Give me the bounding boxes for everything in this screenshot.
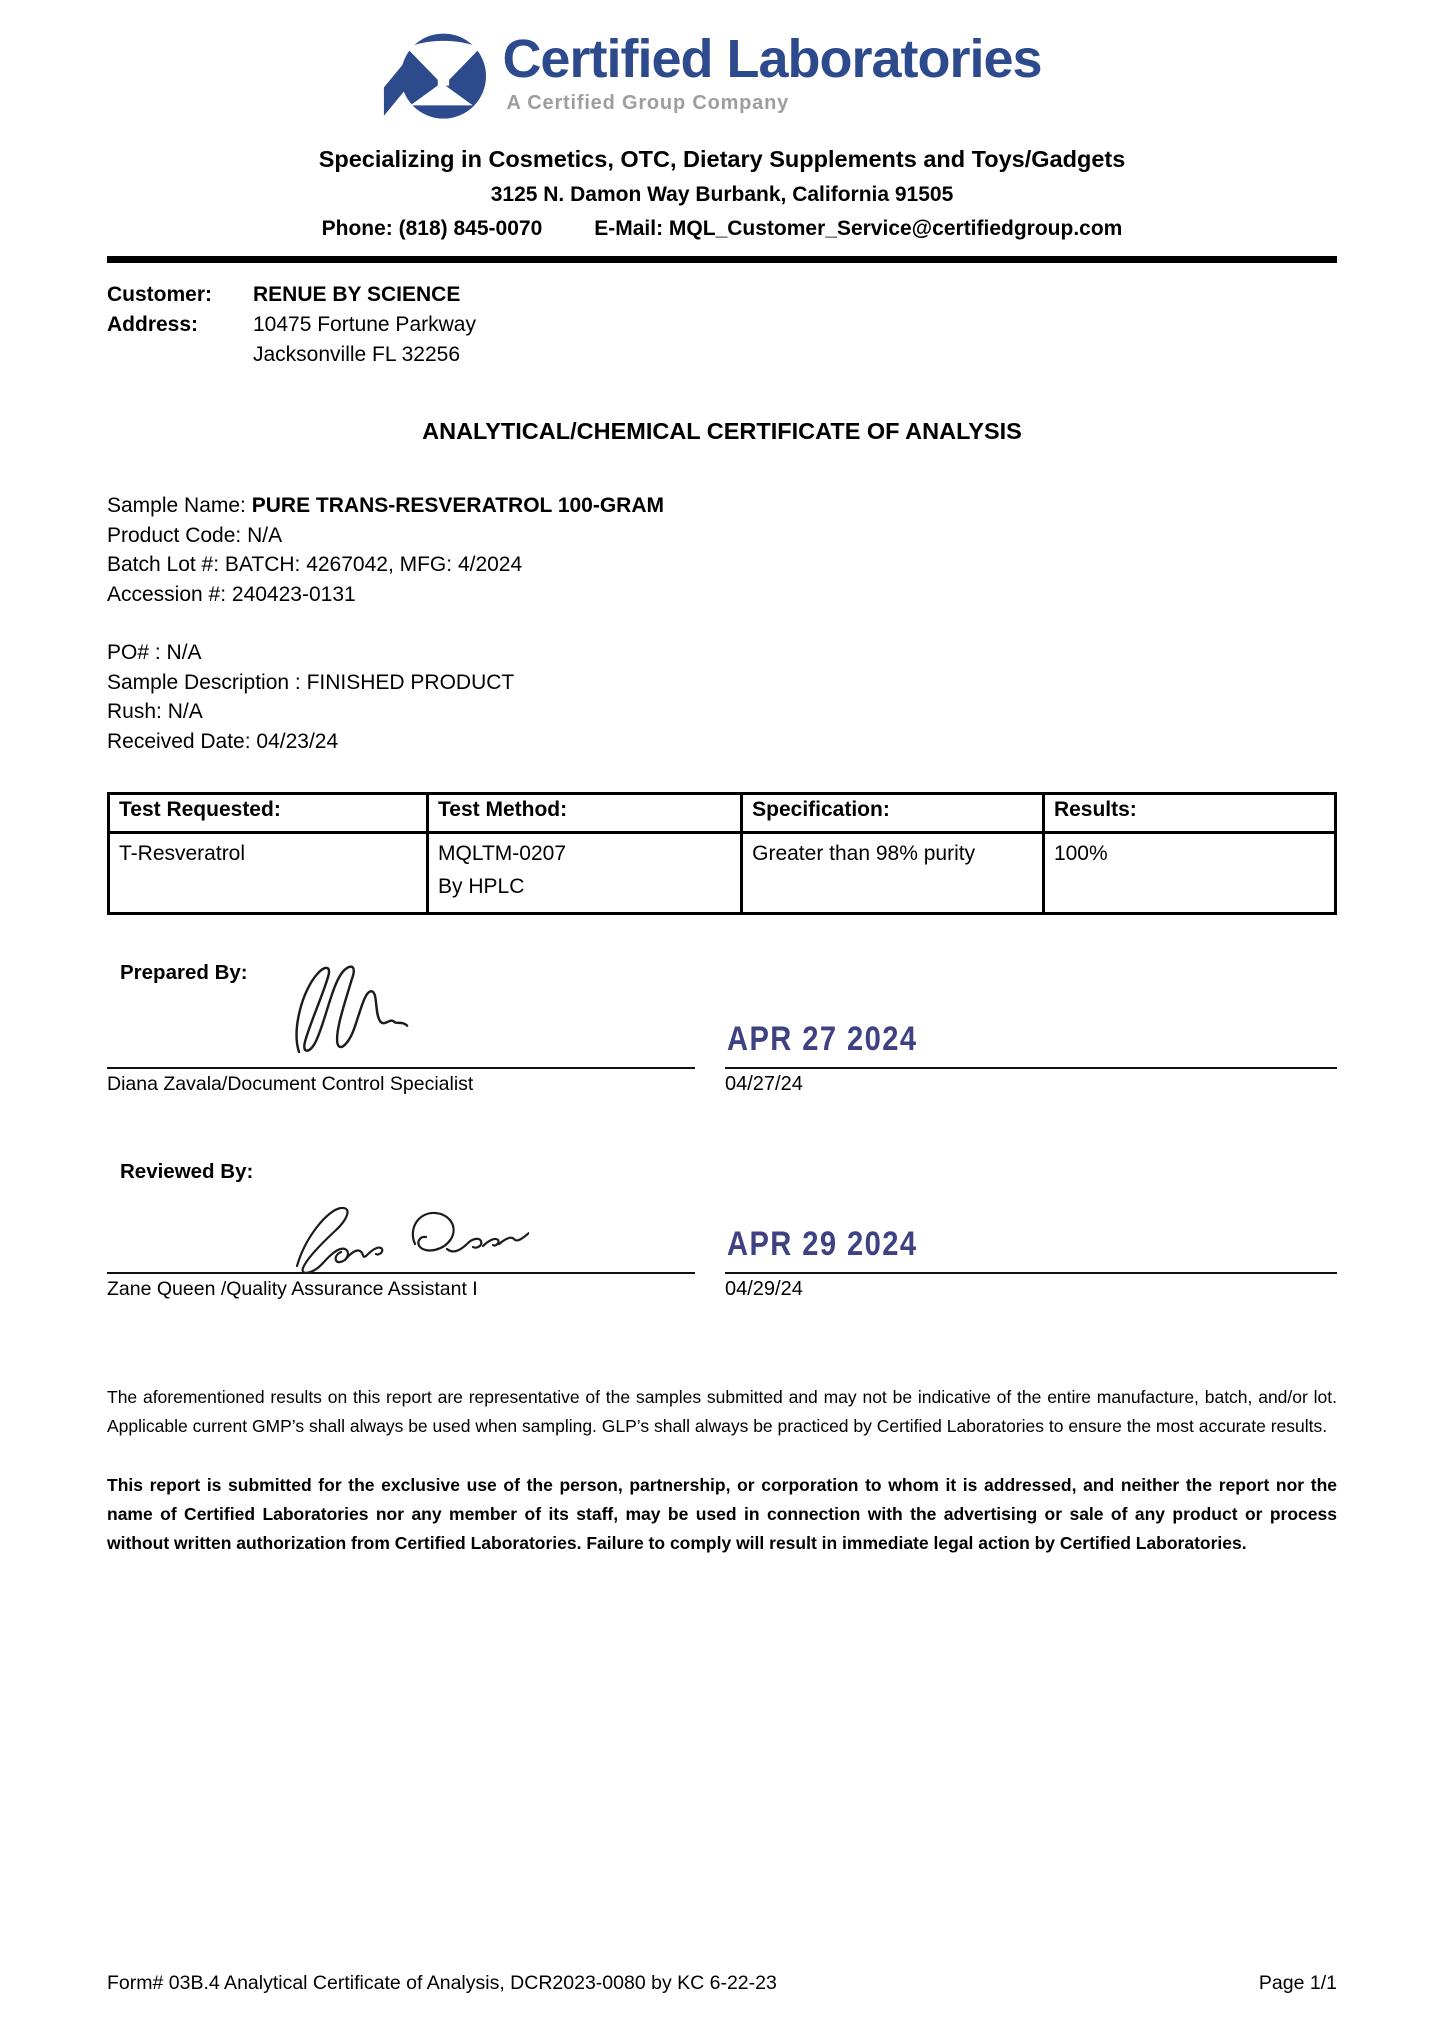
prepared-by-row [107, 953, 1337, 1096]
reviewed-date: 04/29/24 [725, 1278, 803, 1300]
customer-address-line1: 10475 Fortune Parkway [253, 313, 476, 336]
sample-name-value: PURE TRANS-RESVERATROL 100-GRAM [251, 494, 665, 517]
customer-block [107, 280, 1337, 370]
batch-lot-line: Batch Lot #: BATCH: 4267042, MFG: 4/2024 [107, 553, 523, 576]
results-table [107, 792, 1337, 915]
reviewed-by-signature [289, 1188, 529, 1276]
cell-specification: Greater than 98% purity [742, 833, 1044, 914]
col-header-test-requested: Test Requested: [109, 794, 428, 833]
po-line: PO# : N/A [107, 641, 202, 664]
customer-row [107, 280, 1337, 310]
disclaimer-block [107, 1383, 1337, 1558]
customer-address-line2: Jacksonville FL 32256 [253, 343, 461, 366]
logo-tagline: A Certified Group Company [506, 92, 790, 114]
prepared-date-stamp: APR 27 2024 [727, 1018, 918, 1058]
col-header-results: Results: [1043, 794, 1335, 833]
product-code-line: Product Code: N/A [107, 523, 283, 547]
prepared-by-label: Prepared By: [120, 961, 248, 984]
prepared-signature-line [107, 1067, 695, 1069]
customer-address-row [107, 310, 1337, 340]
sample-description-line: Sample Description : FINISHED PRODUCT [107, 670, 515, 694]
cell-test-requested: T-Resveratrol [109, 833, 428, 914]
disclaimer-paragraph-2: This report is submitted for the exclusive use of the person, partnership, or corporation to whom it is addressed, and neither the report nor the name of Certified Laboratories nor any member of its staff, may be used in connection with the advertising or sale of any product or process without written authorization from Certified Laboratories. Failure to comply will result in immediate legal action by Certified Laboratories. [107, 1475, 1337, 1554]
table-row [109, 833, 1336, 914]
customer-address-label: Address: [107, 313, 199, 336]
rush-line: Rush: N/A [107, 700, 203, 723]
signature-section [107, 953, 1337, 1301]
customer-address-row2 [107, 340, 1337, 370]
lab-email: E-Mail: MQL_Customer_Service@certifiedgroup.com [594, 217, 1123, 240]
customer-name: RENUE BY SCIENCE [253, 283, 461, 306]
footer-page-number: Page 1/1 [1258, 1972, 1337, 1994]
disclaimer-paragraph-1: The aforementioned results on this report are representative of the samples submitted and may not be indicative of the entire manufacture, batch, and/or lot. Applicable current GMP’s shall always be used when sampling. GLP’s shall always be practiced by Certified Laboratories to ensure the most accurate results. [107, 1387, 1337, 1437]
page-footer [107, 1972, 1337, 1995]
col-header-specification: Specification: [742, 794, 1044, 833]
accession-line: Accession #: 240423-0131 [107, 582, 356, 606]
reviewed-by-name: Zane Queen /Quality Assurance Assistant I [107, 1278, 478, 1300]
specializing-line: Specializing in Cosmetics, OTC, Dietary Supplements and Toys/Gadgets [318, 146, 1126, 172]
lab-phone: Phone: (818) 845-0070 [321, 217, 543, 240]
logo-title: Certified Laboratories [502, 29, 1042, 89]
document-title: ANALYTICAL/CHEMICAL CERTIFICATE OF ANALYSIS [422, 418, 1022, 444]
certified-laboratories-logo-icon [382, 26, 486, 130]
cell-result: 100% [1043, 833, 1335, 914]
col-header-test-method: Test Method: [428, 794, 742, 833]
prepared-date: 04/27/24 [725, 1073, 803, 1095]
contact-line [107, 217, 1337, 241]
reviewed-by-row [107, 1152, 1337, 1301]
reviewed-date-stamp: APR 29 2024 [727, 1223, 918, 1263]
customer-label: Customer: [107, 283, 213, 306]
header-divider [107, 256, 1337, 263]
received-date-line: Received Date: 04/23/24 [107, 729, 339, 753]
sample-name-line: Sample Name: PURE TRANS-RESVERATROL 100-GRAM [107, 494, 665, 517]
lab-address-line: 3125 N. Damon Way Burbank, California 91505 [490, 183, 954, 206]
prepared-date-line [725, 1067, 1337, 1069]
prepared-by-signature [289, 963, 417, 1059]
cell-test-method: MQLTM-0207 By HPLC [428, 833, 742, 914]
results-table-header-row [109, 794, 1336, 833]
footer-form-number: Form# 03B.4 Analytical Certificate of Analysis, DCR2023-0080 by KC 6-22-23 [107, 1972, 777, 1994]
reviewed-by-label: Reviewed By: [120, 1160, 254, 1183]
prepared-by-name: Diana Zavala/Document Control Specialist [107, 1073, 474, 1095]
logo-block [107, 26, 1317, 130]
sample-info-block [107, 491, 1337, 756]
reviewed-date-line [725, 1272, 1337, 1274]
